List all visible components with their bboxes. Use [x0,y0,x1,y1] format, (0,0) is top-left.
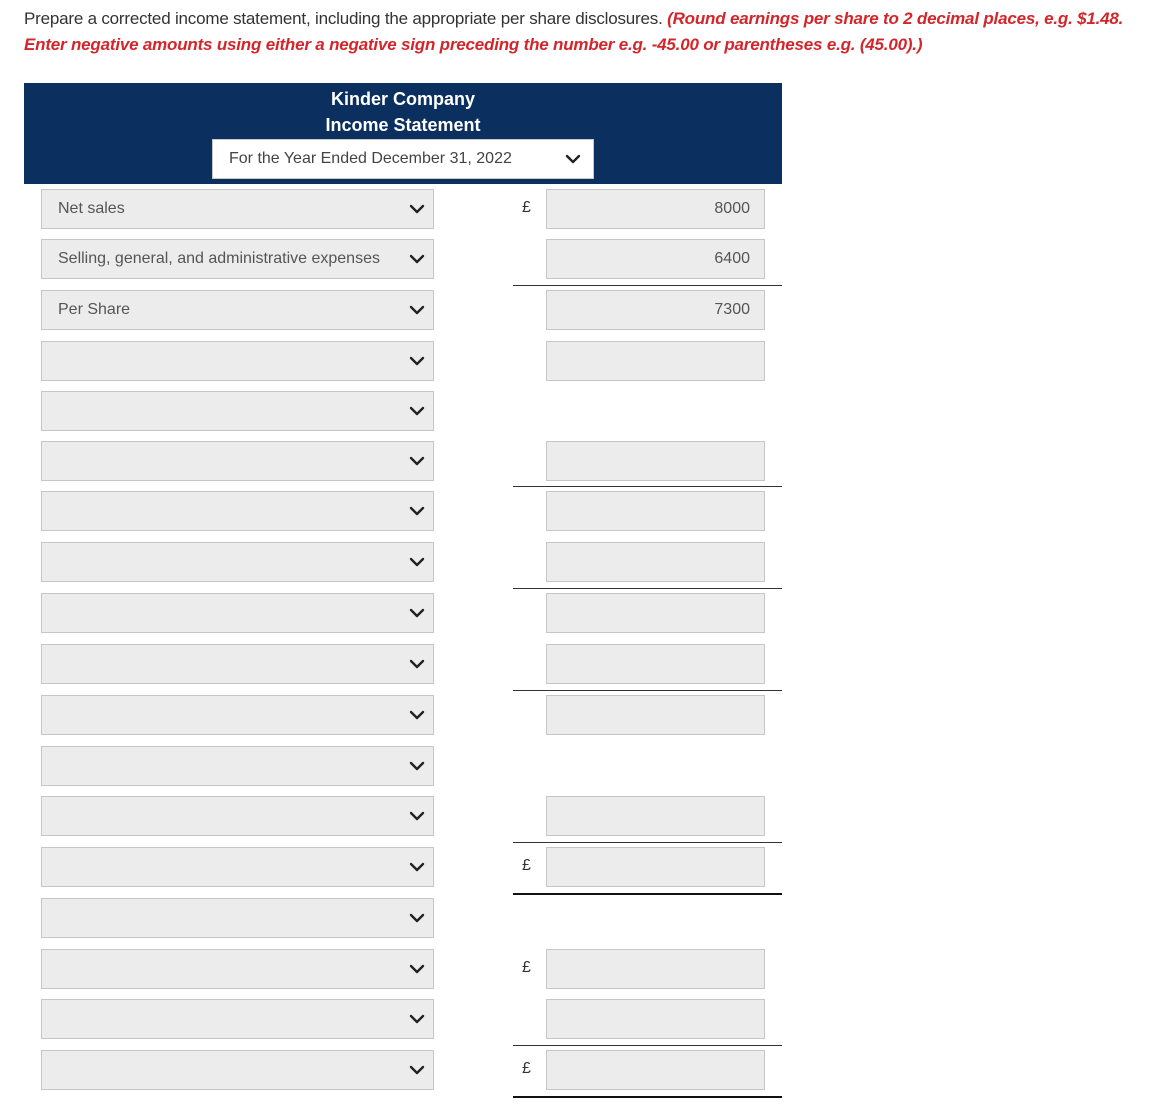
statement-row [0,593,800,643]
chevron-down-icon [407,605,427,626]
line-item-select[interactable] [41,746,434,786]
chevron-down-icon [407,1062,427,1083]
line-item-select[interactable] [41,898,434,938]
statement-row [0,290,800,340]
subtotal-rule [513,285,782,286]
subtotal-rule [513,588,782,589]
statement-row [0,391,800,441]
currency-symbol: £ [522,959,531,976]
amount-input[interactable] [546,695,765,735]
statement-row [0,644,800,694]
statement-row [0,847,800,897]
line-item-select[interactable] [41,593,434,633]
line-item-select[interactable] [41,341,434,381]
chevron-down-icon [407,201,427,222]
subtotal-rule [513,842,782,843]
statement-row [0,1050,800,1100]
instructions-note: (Round earnings per share to 2 decimal places, e.g. $1.48. Enter negative amounts using either a negative sign preceding the number e.g. -45.00 or parentheses e.g. (45.00).) [24,9,1124,54]
statement-row [0,542,800,592]
amount-input[interactable] [546,239,765,279]
total-double-rule [513,893,782,895]
amount-input[interactable] [546,847,765,887]
instructions-text: Prepare a corrected income statement, including the appropriate per share disclosures. [24,9,663,28]
statement-title: Income Statement [325,115,481,135]
period-select[interactable] [212,139,594,179]
instructions [24,6,1154,58]
chevron-down-icon [407,251,427,272]
amount-input[interactable] [546,290,765,330]
currency-symbol: £ [522,857,531,874]
chevron-down-icon [407,961,427,982]
chevron-down-icon [407,453,427,474]
statement-row [0,695,800,745]
chevron-down-icon [407,910,427,931]
chevron-down-icon [407,758,427,779]
line-item-select[interactable] [41,796,434,836]
amount-value: 6400 [714,250,750,267]
line-item-select[interactable] [41,949,434,989]
amount-input[interactable] [546,999,765,1039]
line-item-select[interactable] [41,847,434,887]
chevron-down-icon [407,302,427,323]
chevron-down-icon [407,808,427,829]
total-double-rule [513,1096,782,1098]
subtotal-rule [513,690,782,691]
line-item-select[interactable] [41,695,434,735]
statement-row [0,949,800,999]
statement-row [0,491,800,541]
amount-input[interactable] [546,949,765,989]
amount-input[interactable] [546,189,765,229]
line-item-select[interactable] [41,290,434,330]
chevron-down-icon [563,151,583,172]
chevron-down-icon [407,1011,427,1032]
subtotal-rule [513,486,782,487]
line-item-select[interactable] [41,999,434,1039]
company-name: Kinder Company [330,89,476,109]
chevron-down-icon [407,503,427,524]
amount-input[interactable] [546,542,765,582]
line-item-select[interactable] [41,391,434,431]
statement-row [0,898,800,948]
statement-row [0,999,800,1049]
line-item-select-value: Net sales [58,200,125,217]
chevron-down-icon [407,707,427,728]
line-item-select[interactable] [41,491,434,531]
currency-symbol: £ [522,1060,531,1077]
chevron-down-icon [407,656,427,677]
line-item-select-value: Selling, general, and administrative expenses [58,250,380,267]
statement-row [0,341,800,391]
line-item-select[interactable] [41,644,434,684]
chevron-down-icon [407,353,427,374]
chevron-down-icon [407,403,427,424]
statement-row [0,441,800,491]
amount-input[interactable] [546,593,765,633]
currency-symbol: £ [522,199,531,216]
statement-row [0,746,800,796]
chevron-down-icon [407,859,427,880]
amount-input[interactable] [546,341,765,381]
amount-input[interactable] [546,796,765,836]
line-item-select[interactable] [41,189,434,229]
line-item-select[interactable] [41,1050,434,1090]
amount-value: 7300 [714,301,750,318]
line-item-select-value: Per Share [58,301,131,318]
amount-input[interactable] [546,1050,765,1090]
amount-input[interactable] [546,644,765,684]
statement-row [0,239,800,289]
amount-input[interactable] [546,491,765,531]
chevron-down-icon [407,554,427,575]
statement-row [0,796,800,846]
line-item-select[interactable] [41,441,434,481]
amount-value: 8000 [714,200,750,217]
subtotal-rule [513,1045,782,1046]
statement-row [0,189,800,239]
line-item-select[interactable] [41,542,434,582]
amount-input[interactable] [546,441,765,481]
line-item-select[interactable] [41,239,434,279]
period-select-value: For the Year Ended December 31, 2022 [229,150,512,167]
